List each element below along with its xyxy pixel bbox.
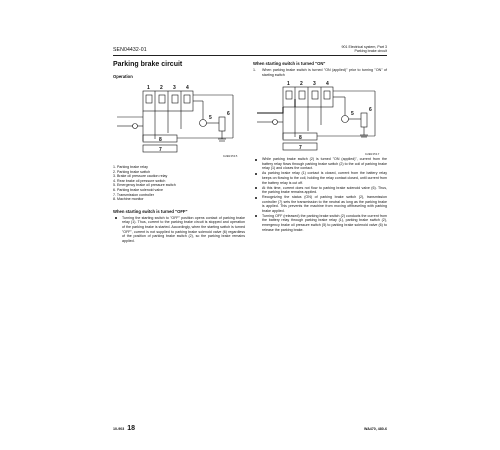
on-bullet: As parking brake relay (1) contact is closed, current from the battery relay keeps on flowing to the coil, holding the relay contact closed, until current from the battery relay is cut off.: [253, 171, 387, 185]
diagram-label-7: 7: [159, 147, 162, 153]
circuit-diagram-off: [113, 81, 245, 159]
diagram-label-4: 4: [186, 85, 189, 91]
header-divider: [113, 55, 387, 56]
diagram-label-5: 5: [351, 111, 354, 118]
off-bullet: Turning the starting switch to "OFF" position opens contact of parking brake relay (1). Thus, current to the parking brake circuit is stopped and operation of the parking brake is started. Accordingly, when the starting switch is turned "OFF", current is not supplied to parking brake solenoid valve (6) regardless of the position of parking brake switch (2), so the parking brake remains applied.: [113, 216, 245, 244]
page-number: 18: [127, 425, 135, 432]
circuit-diagram-on: [253, 77, 387, 157]
diagram-code-on: 9JB03517: [365, 153, 380, 157]
legend-item: 2. Parking brake switch: [113, 169, 151, 174]
diagram-label-7: 7: [299, 145, 302, 152]
legend-item: 5. Emergency brake oil pressure switch: [113, 183, 176, 188]
on-bullet: At this time, current does not flow to parking brake solenoid valve (6). Thus, the parking brake remains applied.: [253, 186, 387, 195]
diagram-label-3: 3: [173, 85, 176, 91]
left-column: [113, 74, 245, 244]
diagram-label-6: 6: [227, 111, 230, 117]
footer-model: WA470, 480-6: [364, 427, 387, 431]
on-bullet: Recognizing the status (ON) of parking brake switch (2), transmission controller (7) sets the transmission to the neutral as long as the parking brake is applied. This prevents the machine from moving off/traveling with parking brake applied.: [253, 195, 387, 213]
diagram-label-2: 2: [160, 85, 163, 91]
diagram-label-8: 8: [299, 135, 302, 142]
document-code: SEN04432-01: [113, 47, 147, 53]
off-heading: When starting switch is turned "OFF": [113, 208, 188, 214]
header-section-title: 901 Electrical system, Part 3: [341, 45, 387, 49]
legend-item: 8. Machine monitor: [113, 197, 144, 202]
on-step-text: When parking brake switch is turned "ON (applied)" prior to turning "ON" of starting switch: [262, 68, 387, 77]
legend-item: 3. Brake oil pressure caution relay: [113, 174, 168, 179]
diagram-label-2: 2: [300, 81, 303, 88]
header-section: [341, 45, 387, 53]
diagram-label-4: 4: [326, 81, 329, 88]
diagram-label-5: 5: [209, 115, 212, 121]
right-column: [253, 61, 387, 233]
page-title: Parking brake circuit: [113, 61, 183, 68]
footer-section-code: 10-903: [113, 427, 125, 431]
manual-page: [113, 47, 387, 437]
off-bullets: [113, 216, 245, 244]
on-step-1: [253, 68, 387, 77]
diagram-label-1: 1: [287, 81, 290, 88]
footer-page-ref: [113, 425, 135, 432]
diagram-label-3: 3: [313, 81, 316, 88]
legend-item: 4. Rear brake oil pressure switch: [113, 178, 166, 183]
component-legend: [113, 165, 245, 202]
on-heading: When starting switch is turned "ON": [253, 61, 326, 66]
diagram-label-6: 6: [369, 107, 372, 114]
diagram-label-1: 1: [147, 85, 150, 91]
header-topic: Parking brake circuit: [354, 49, 387, 54]
diagram-code-off: 9JB03515: [223, 155, 238, 158]
operation-heading: Operation: [113, 74, 133, 79]
on-bullet: Turning OFF (released) the parking brake switch (2) conducts the current from the battery relay through parking brake relay (1), parking brake switch (2), emergency brake oil pressure switch (5) to parking brake solenoid valve (6) to release the parking brake.: [253, 214, 387, 232]
diagram-label-8: 8: [159, 137, 162, 143]
on-step-number: 1.: [253, 68, 256, 72]
legend-item: 7. Transmission controller: [113, 192, 154, 197]
legend-item: 1. Parking brake relay: [113, 165, 148, 169]
on-bullets: [253, 157, 387, 232]
legend-item: 6. Parking brake solenoid valve: [113, 187, 163, 192]
on-bullet: While parking brake switch (2) is turned "ON (applied)", current from the battery relay flows through parking brake switch (2) to the coil of parking brake relay (1) and closes the contact.: [253, 157, 387, 171]
